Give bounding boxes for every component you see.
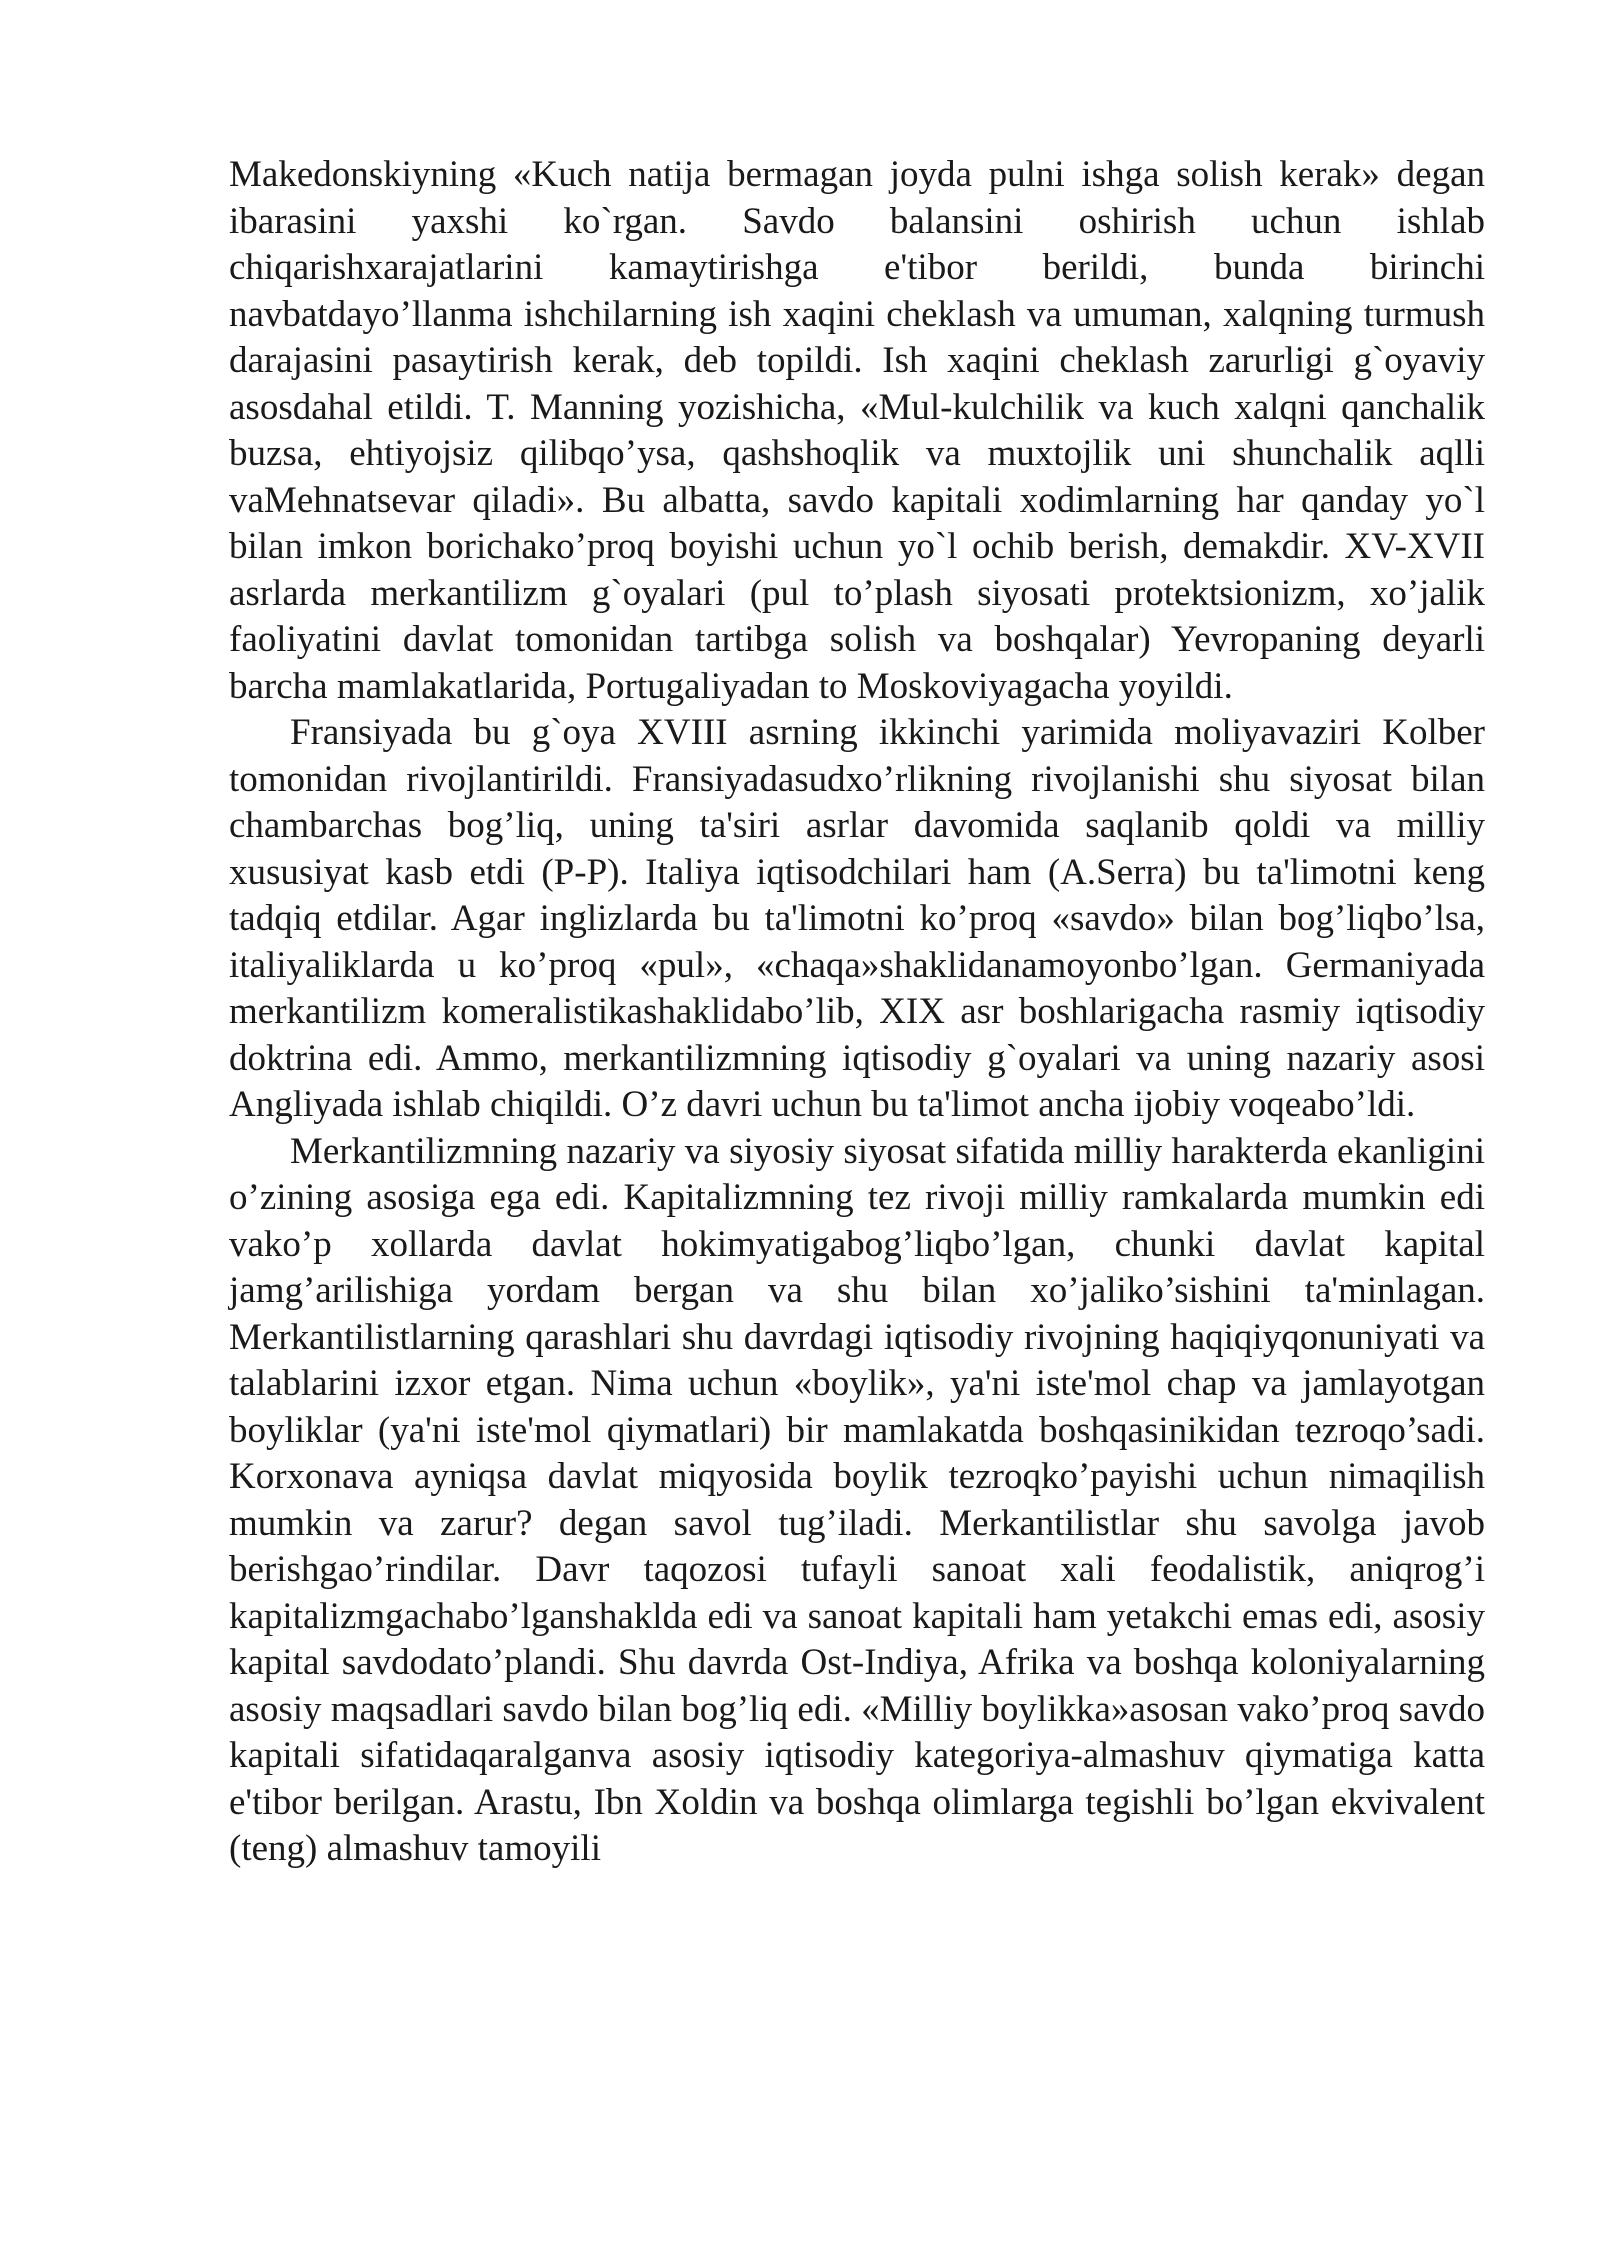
paragraph-1: Makedonskiyning «Kuch natija bermagan joyda pulni ishga solish kerak» degan ibarasini yaxshi ko`rgan. Savdo balansini oshirish uchun ishlab chiqarishxarajatlarini kamaytirishga e'tibor berildi, bunda birinchi navbatdayo’llanma ishchilarning ish xaqini cheklash va umuman, xalqning turmush darajasini pasaytirish kerak, deb topildi. Ish xaqini cheklash zarurligi g`oyaviy asosdahal etildi. T. Manning yozishicha, «Mul-kulchilik va kuch xalqni qanchalik buzsa, ehtiyojsiz qilibqo’ysa, qashshoqlik va muxtojlik uni shunchalik aqlli vaMehnatsevar qiladi». Bu albatta, savdo kapitali xodimlarning har qanday yo`l bilan imkon borichako’proq boyishi uchun yo`l ochib berish, demakdir. XV-XVII asrlarda merkantilizm g`oyalari (pul to’plash siyosati protektsionizm, xo’jalik faoliyatini davlat tomonidan tartibga solish va boshqalar) Yevropaning deyarli barcha mamlakatlarida, Portugaliyadan to Moskoviyagacha yoyildi. [229, 154, 1485, 707]
paragraph-3: Merkantilizmning nazariy va siyosiy siyosat sifatida milliy harakterda ekanligini o’zining asosiga ega edi. Kapitalizmning tez rivoji milliy ramkalarda mumkin edi vako’p xollarda davlat hokimyatigabog’liqbo’lgan, chunki davlat kapital jamg’arilishiga yordam bergan va shu bilan xo’jaliko’sishini ta'minlagan. Merkantilistlarning qarashlari shu davrdagi iqtisodiy rivojning haqiqiyqonuniyati va talablarini izxor etgan. Nima uchun «boylik», ya'ni iste'mol chap va jamlayotgan boyliklar (ya'ni iste'mol qiymatlari) bir mamlakatda boshqasinikidan tezroqo’sadi. Korxonava ayniqsa davlat miqyosida boylik tezroqko’payishi uchun nimaqilish mumkin va zarur? degan savol tug’iladi. Merkantilistlar shu savolga javob berishgao’rindilar. Davr taqozosi tufayli sanoat xali feodalistik, aniqrog’i kapitalizmgachabo’lganshaklda edi va sanoat kapitali ham yetakchi emas edi, asosiy kapital savdodato’plandi. Shu davrda Ost-Indiya, Afrika va boshqa koloniyalarning asosiy maqsadlari savdo bilan bog’liq edi. «Milliy boylikka»asosan vako’proq savdo kapitali sifatidaqaralganva asosiy iqtisodiy kategoriya-almashuv qiymatiga katta e'tibor berilgan. Arastu, Ibn Xoldin va boshqa olimlarga tegishli bo’lgan ekvivalent (teng) almashuv tamoyili [229, 1130, 1485, 1869]
document-body [229, 152, 1485, 1873]
paragraph-2: Fransiyada bu g`oya XVIII asrning ikkinchi yarimida moliyavaziri Kolber tomonidan rivojlantirildi. Fransiyadasudxo’rlikning rivojlanishi shu siyosat bilan chambarchas bog’liq, uning ta'siri asrlar davomida saqlanib qoldi va milliy xususiyat kasb etdi (P-P). Italiya iqtisodchilari ham (A.Serra) bu ta'limotni keng tadqiq etdilar. Agar inglizlarda bu ta'limotni ko’proq «savdo» bilan bog’liqbo’lsa, italiyaliklarda u ko’proq «pul», «chaqa»shaklidanamoyonbo’lgan. Germaniyada merkantilizm komeralistikashaklidabo’lib, XIX asr boshlarigacha rasmiy iqtisodiy doktrina edi. Ammo, merkantilizmning iqtisodiy g`oyalari va uning nazariy asosi Angliyada ishlab chiqildi. O’z davri uchun bu ta'limot ancha ijobiy voqeabo’ldi. [229, 712, 1485, 1125]
